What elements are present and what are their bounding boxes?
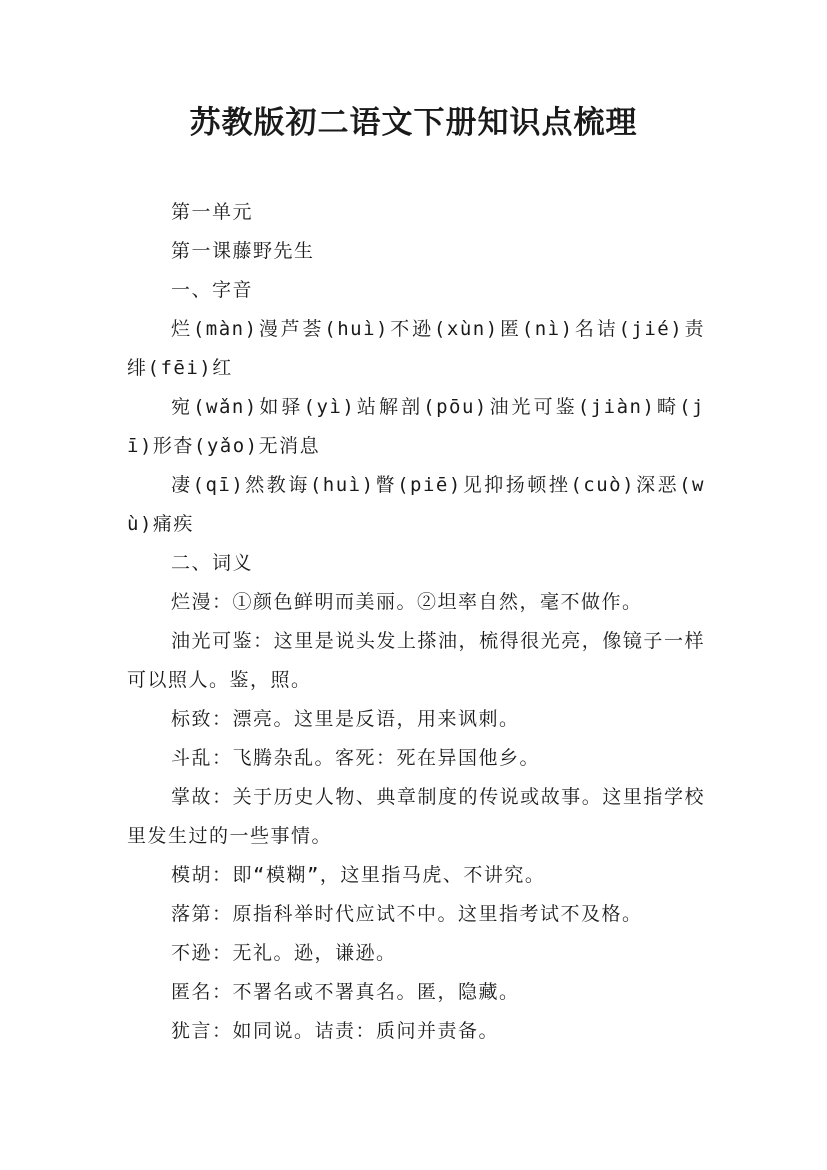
definition-line: 标致：漂亮。这里是反语，用来讽刺。 (171, 708, 520, 730)
definition-line: 模胡：即“模糊”，这里指马虎、不讲究。 (171, 864, 546, 886)
definition-line: 斗乱：飞腾杂乱。客死：死在异国他乡。 (171, 747, 541, 769)
pronunciation-line: 烂(màn)漫芦荟(huì)不逊(xùn)匿(nì)名诘(jié)责绯(fēi)红 (127, 318, 705, 379)
pronunciation-line: 宛(wǎn)如驿(yì)站解剖(pōu)油光可鉴(jiàn)畸(jī)形杳(yǎo)无消息 (127, 396, 705, 457)
document-body (127, 193, 705, 1051)
definition-line: 烂漫：①颜色鲜明而美丽。②坦率自然，毫不做作。 (171, 591, 643, 613)
document-title: 苏教版初二语文下册知识点梳理 (189, 105, 638, 141)
lesson-heading: 第一课藤野先生 (171, 240, 315, 262)
definition-line: 油光可鉴：这里是说头发上搽油，梳得很光亮，像镜子一样可以照人。鉴，照。 (127, 630, 705, 691)
definition-line: 不逊：无礼。逊，谦逊。 (171, 942, 397, 964)
subsection-heading-pronunciation: 一、字音 (171, 279, 254, 301)
definition-line: 匿名：不署名或不署真名。匿，隐藏。 (171, 981, 520, 1003)
definition-line: 掌故：关于历史人物、典章制度的传说或故事。这里指学校里发生过的一些事情。 (127, 786, 705, 847)
subsection-heading-meaning: 二、词义 (171, 552, 254, 574)
definition-line: 落第：原指科举时代应试不中。这里指考试不及格。 (171, 903, 643, 925)
definition-line: 犹言：如同说。诘责：质问并责备。 (171, 1020, 500, 1042)
section-heading-unit: 第一单元 (171, 201, 254, 223)
pronunciation-line: 凄(qī)然教诲(huì)瞥(piē)见抑扬顿挫(cuò)深恶(wù)痛疾 (127, 474, 705, 535)
